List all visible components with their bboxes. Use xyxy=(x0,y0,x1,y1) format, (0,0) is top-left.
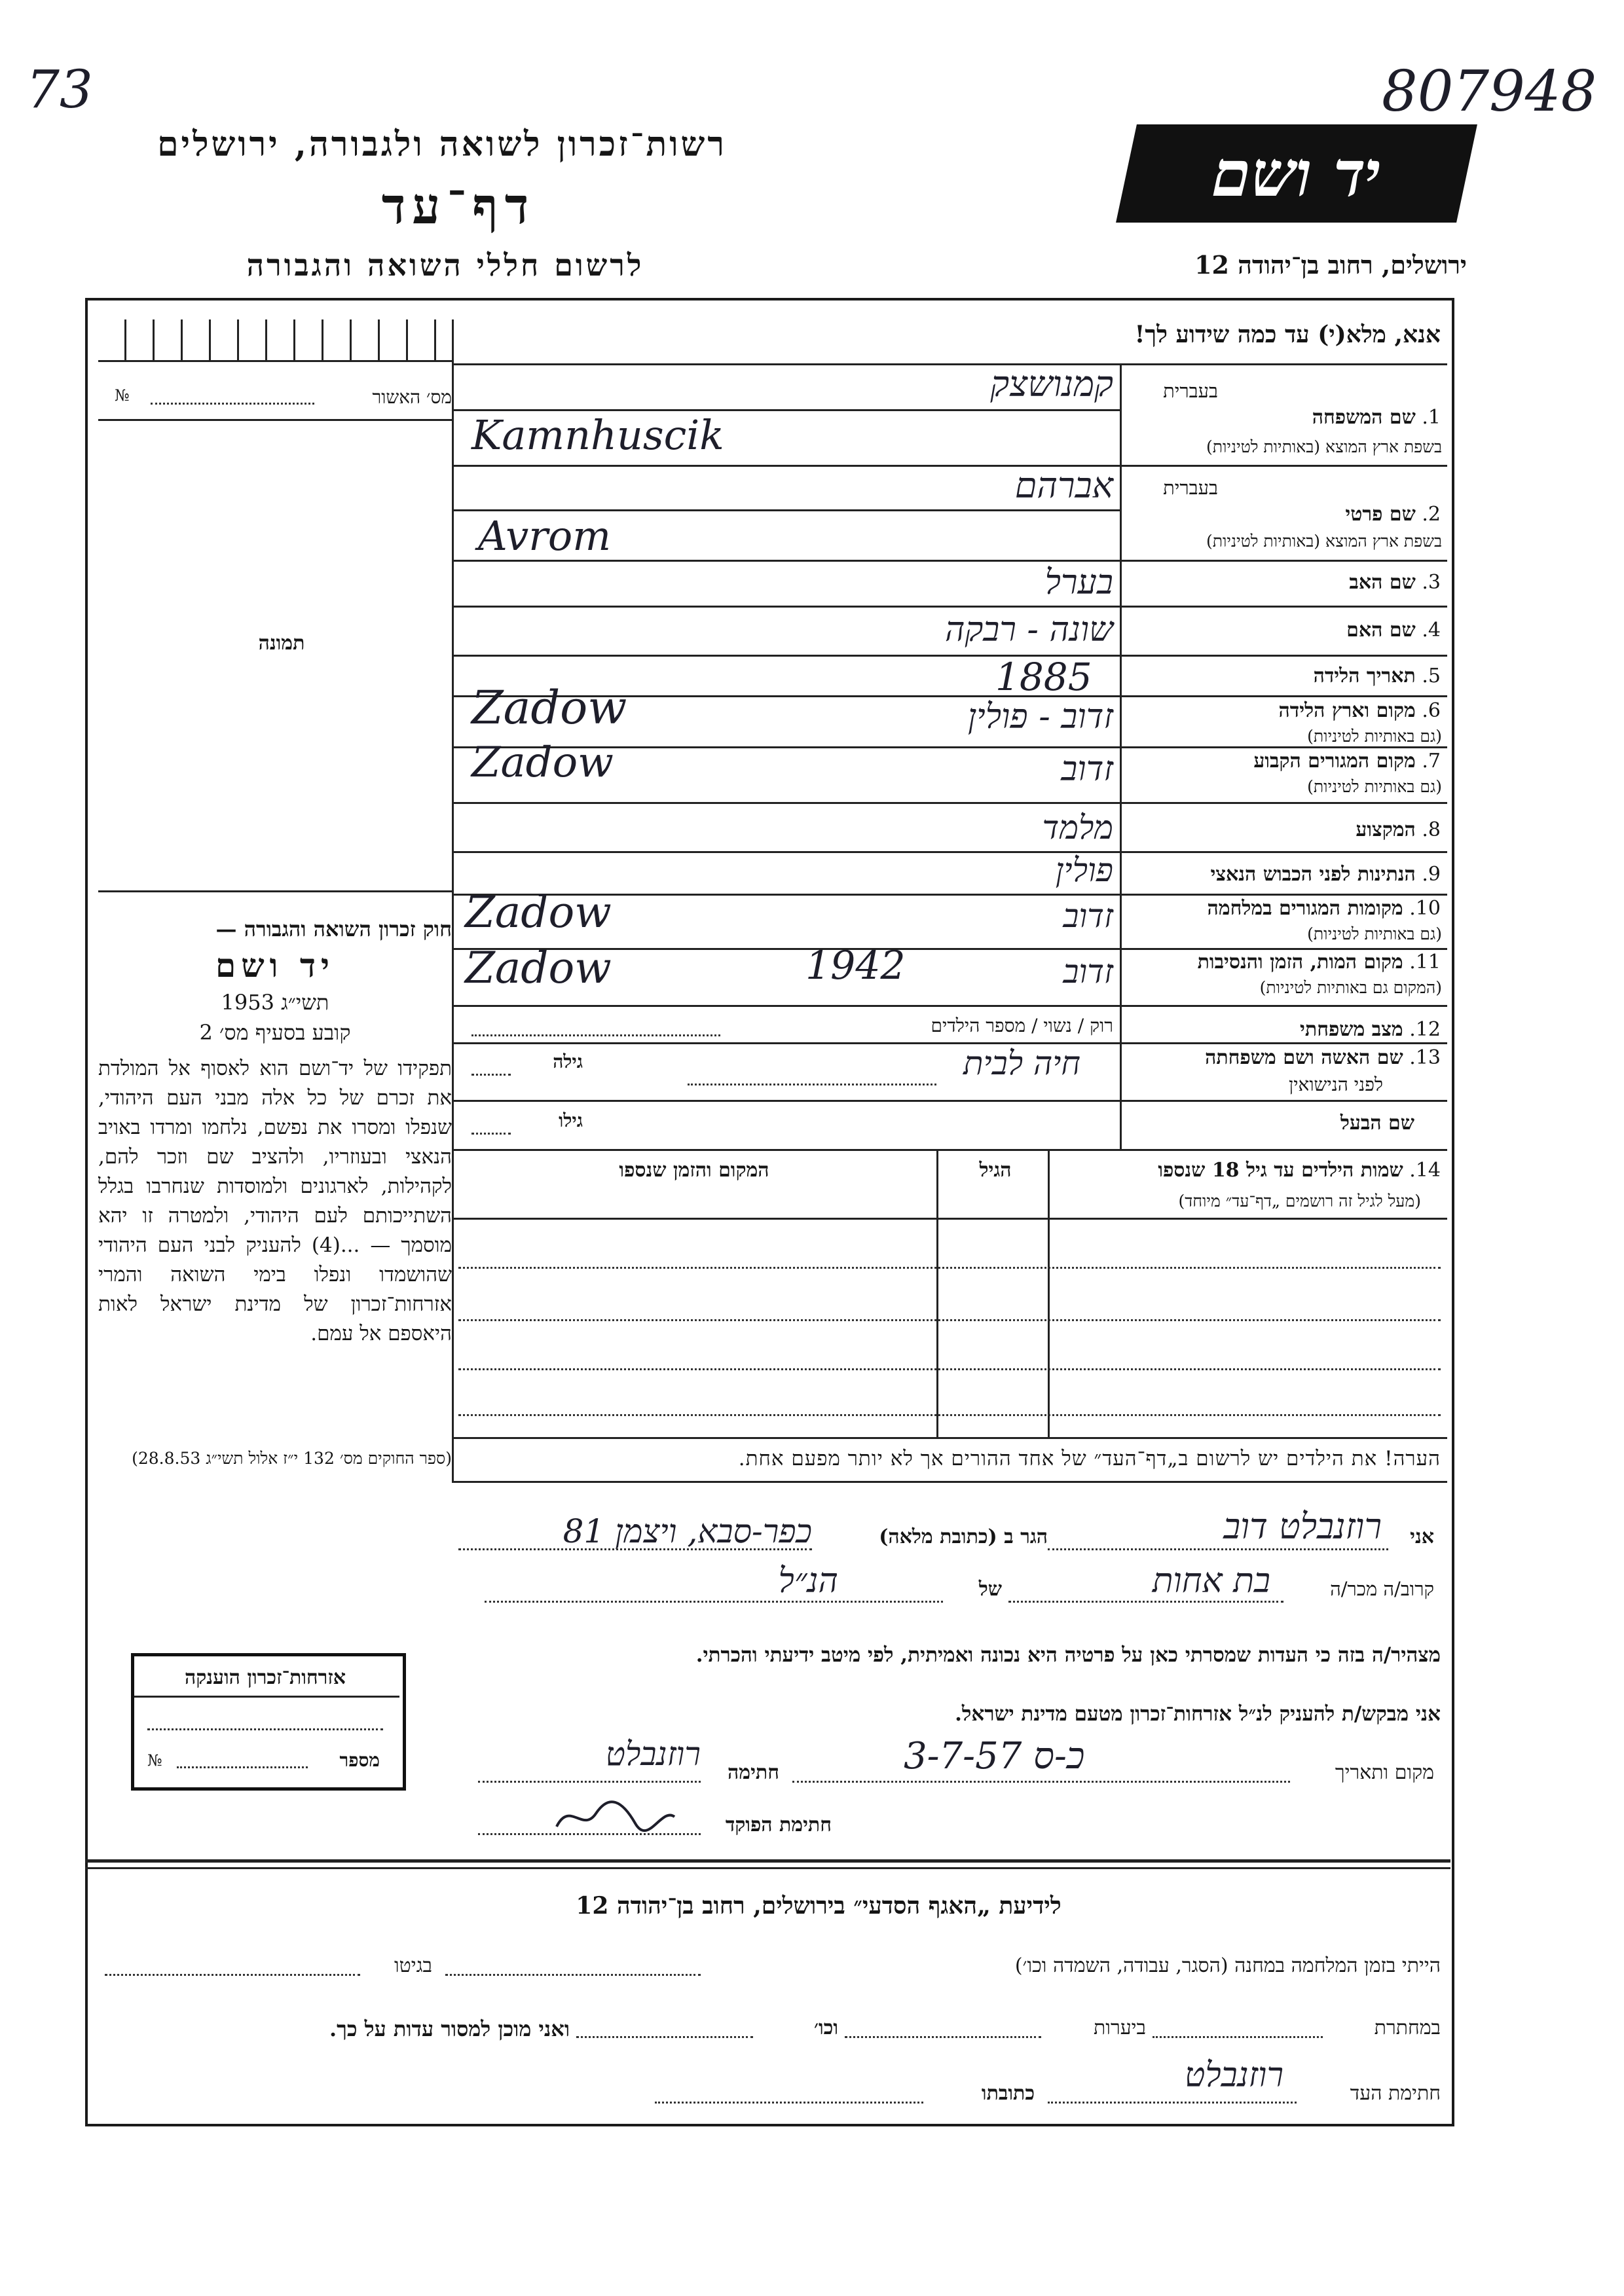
approval-number-sign: № xyxy=(115,386,130,405)
field-label: מקומות המגורים במלחמה xyxy=(1207,897,1403,920)
field-num: 3. xyxy=(1422,571,1441,594)
field-5-label xyxy=(1126,665,1441,687)
of-label: של xyxy=(978,1578,1002,1601)
field-7-bottom xyxy=(452,802,1447,804)
field-num: 2. xyxy=(1422,503,1441,526)
page-mark: 73 xyxy=(26,59,93,120)
field-num: 6. xyxy=(1422,699,1441,722)
form-title: דף־עד xyxy=(381,177,536,235)
field-7-label xyxy=(1126,750,1441,773)
field-3-hebrew-value[interactable]: בערל xyxy=(1044,563,1113,602)
footer-title: לידיעת „האגף הסדעי״ בירושלים, רחוב בן־יהודה 12 xyxy=(576,1892,1061,1920)
field-num: 12. xyxy=(1409,1018,1441,1041)
footer-address-label: כתובתו xyxy=(981,2082,1035,2105)
field-11-sub: (המקום גם באותיות לטיניות) xyxy=(1259,978,1442,997)
field-6-sub: (גם באותיות לטיניות) xyxy=(1307,727,1442,746)
law-title: חוק זכרון השואה והגבורה — xyxy=(215,917,452,941)
field-9-hebrew-value[interactable]: פולין xyxy=(1055,851,1113,889)
field-label: שם האם xyxy=(1346,619,1416,642)
children-header-bottom xyxy=(452,1218,1447,1220)
field-1-label xyxy=(1126,406,1441,429)
field-7-latin-value[interactable]: Zadow xyxy=(471,738,614,787)
field-label: שם האשה ושם משפחתה xyxy=(1205,1046,1403,1069)
field-label: תאריך הלידה xyxy=(1313,665,1416,687)
law-year: תשי״ג 1953 xyxy=(221,990,329,1015)
footer-separator-2 xyxy=(85,1867,1450,1869)
declarant-name-line xyxy=(1048,1548,1388,1550)
affirm-text: מצהיר/ה בזה כי העדות שמסרתי כאן על פרטיה היא נכונה ואמיתית, לפי מיטב ידיעתי והכרתי. xyxy=(695,1643,1441,1667)
field-6-latin-value[interactable]: Zadow xyxy=(471,681,627,735)
field-label: שם האב xyxy=(1349,571,1416,594)
footer-address-line[interactable] xyxy=(655,2102,923,2104)
of-line xyxy=(485,1601,943,1603)
husband-age-label: גילו xyxy=(559,1110,583,1131)
children-sub: (מעל לגיל זה רושמים „דף־עד״ מיוחד) xyxy=(1178,1192,1421,1211)
children-row-1[interactable] xyxy=(458,1267,1441,1269)
field-11-hebrew-value[interactable]: זדוב xyxy=(1063,953,1113,991)
field-label: הנתינות לפני הכבוש הנאצי xyxy=(1210,863,1416,886)
footer-witness-label: חתימת העד xyxy=(1350,2082,1441,2105)
footer-forests-blank[interactable] xyxy=(845,2036,1041,2038)
field-3-bottom xyxy=(452,606,1447,608)
official-label: חתימת הפוקד xyxy=(725,1813,832,1836)
field-11-latin-value[interactable]: Zadow xyxy=(465,943,612,993)
field-10-latin-value[interactable]: Zadow xyxy=(465,887,612,938)
field-2-mid-line xyxy=(452,509,1120,511)
field-num: 10. xyxy=(1409,897,1441,920)
field-2-sub: בשפת ארץ המוצא (באותיות לטיניות) xyxy=(1206,532,1442,551)
field-12-line xyxy=(471,1034,720,1036)
field-6-hebrew-value[interactable]: זדוב - פולין xyxy=(967,697,1113,737)
field-8-hebrew-value[interactable]: מלמד xyxy=(1042,809,1113,847)
wife-age-line[interactable] xyxy=(471,1074,511,1076)
declarant-address[interactable]: כפר-סבא, ויצמן 81 xyxy=(563,1512,812,1550)
children-bottom xyxy=(452,1437,1447,1439)
address-line xyxy=(458,1548,812,1550)
signature-value[interactable]: רוזנבלט xyxy=(605,1735,701,1773)
field-label: מקום המגורים הקבוע xyxy=(1253,750,1416,773)
field-num: 7. xyxy=(1422,750,1441,773)
of-value[interactable]: הנ״ל xyxy=(778,1561,838,1601)
archive-number: 807948 xyxy=(1382,59,1597,124)
citizenship-number-label: מספר xyxy=(339,1749,380,1771)
field-2-hebrew-value[interactable]: אברהם xyxy=(1014,465,1113,506)
footer-underground: במחתרת xyxy=(1374,2016,1441,2039)
law-source: (ספר החוקים מס׳ 132 י״ז אלול תשי״ג 28.8.53) xyxy=(132,1449,452,1468)
relation-value[interactable]: בת אחות xyxy=(1152,1561,1270,1601)
field-11-bottom xyxy=(452,1005,1447,1007)
approval-tick-strip xyxy=(98,319,452,362)
place-date-label: מקום ותאריך xyxy=(1335,1761,1434,1784)
field-7-hebrew-value[interactable]: זדוב xyxy=(1061,750,1113,789)
photo-bottom-divider xyxy=(98,890,452,892)
field-num: 4. xyxy=(1422,619,1441,642)
field-label: שם פרטי xyxy=(1345,503,1416,526)
children-note: הערה! את הילדים יש לרשום ב„דף־העד״ של אחד ההורים אך לא יותר מפעם אחת. xyxy=(738,1447,1441,1470)
citizenship-title: אזרחות־זכרון הוענקה xyxy=(184,1666,346,1689)
children-col-divider-1 xyxy=(1048,1149,1050,1437)
field-10-sub: (גם באותיות לטיניות) xyxy=(1307,924,1442,943)
field-label: מצב משפחתי xyxy=(1300,1018,1403,1041)
field-2-label xyxy=(1126,503,1441,526)
field-6-label xyxy=(1126,699,1441,722)
children-col-age: הגיל xyxy=(979,1159,1012,1182)
children-title: שמות הילדים עד גיל 18 שנספו xyxy=(1158,1159,1403,1182)
place-date-line xyxy=(792,1781,1290,1783)
field-8-label xyxy=(1126,818,1441,841)
field-4-label xyxy=(1126,619,1441,642)
footer-underground-blank[interactable] xyxy=(1153,2036,1323,2038)
field-num: 8. xyxy=(1422,818,1441,841)
footer-camp-blank[interactable] xyxy=(445,1974,701,1976)
footer-etc: וכו׳ xyxy=(814,2016,838,2039)
field-2-bottom xyxy=(452,560,1447,562)
approval-line[interactable] xyxy=(151,403,314,405)
citizenship-line-1[interactable] xyxy=(147,1728,383,1730)
field-7-sub: (גם באותיות לטיניות) xyxy=(1307,777,1442,796)
field-4-hebrew-value[interactable]: שונה - רבקה xyxy=(944,610,1113,649)
left-column-divider xyxy=(452,319,454,1482)
field-13-sub: לפני הנישואין xyxy=(1289,1074,1383,1095)
field-1-hebrew-value[interactable]: קמנושצק xyxy=(990,363,1113,405)
law-text: תפקידו של יד־ושם הוא לאסוף אל המולדת את זכרם של כל אלה מבני העם היהודי, שנפלו ומסרו את נפשם, נלחמו ומרדו באויב הנאצי ובעוזריו, ולהציב שם וזכר להם, לקהילות, לארגונים ולמוסדות שנחרבו בגלל השתייכותם לעם היהודי, ולמטרה זו יהא מוסמך — ...(4) להעניק לבני העם היהודי שהושמדו ונפלו בימי השואה והמרי אזרחות־זכרון של מדינת ישראל לאות היאספם אל עמם. xyxy=(98,1057,452,1345)
footer-forests: ביערות xyxy=(1093,2016,1146,2039)
field-num: 11. xyxy=(1409,951,1441,974)
instruction: אנא, מלא(י) עד כמה שידוע לך! xyxy=(1134,321,1441,348)
children-row-2[interactable] xyxy=(458,1319,1441,1321)
field-12-options[interactable]: רוק / נשוי / מספר הילדים xyxy=(931,1015,1113,1036)
law-name: יד ושם xyxy=(215,946,335,985)
field-num: 9. xyxy=(1422,863,1441,886)
field-num: 13. xyxy=(1409,1046,1441,1069)
field-10-label xyxy=(1126,897,1441,920)
field-num: 1. xyxy=(1422,406,1441,429)
field-2-latin-value[interactable]: Avrom xyxy=(478,512,612,560)
citizenship-title-line xyxy=(134,1696,399,1698)
citizenship-number-line[interactable] xyxy=(177,1766,308,1768)
children-row-4[interactable] xyxy=(458,1414,1441,1416)
request-text: אני מבקש/ת להעניק לנ״ל אזרחות־זכרון מטעם מדינת ישראל. xyxy=(955,1702,1441,1726)
relation-line xyxy=(1008,1601,1283,1603)
field-10-hebrew-value[interactable]: זדוב xyxy=(1063,897,1113,935)
husband-label: שם הבעל xyxy=(1340,1112,1414,1135)
declarant-name[interactable]: רוזנבלט דוב xyxy=(1223,1506,1382,1547)
field-label: מקום וארץ הלידה xyxy=(1278,699,1416,722)
field-1-latin-value[interactable]: Kamnhuscik xyxy=(471,411,724,459)
field-4-bottom xyxy=(452,655,1447,657)
footer-camp-line: הייתי בזמן המלחמה במחנה (הסגר, עבודה, השמדה וכו׳) xyxy=(1014,1954,1441,1977)
law-section: קובע בסעיף מס׳ 2 xyxy=(199,1020,351,1045)
hebrew-label-1: בעברית xyxy=(1163,380,1218,402)
field-5-value[interactable]: 1885 xyxy=(995,655,1092,699)
field-12-label xyxy=(1126,1018,1441,1041)
children-col-place: המקום והזמן שנספו xyxy=(619,1159,769,1182)
husband-bottom xyxy=(452,1149,1447,1151)
authority-title: רשות־זכרון לשואה ולגבורה, ירושלים xyxy=(157,124,727,164)
field-label: המקצוע xyxy=(1356,818,1416,841)
field-label: מקום המות, הזמן והנסיבות xyxy=(1197,951,1403,974)
signature-line xyxy=(478,1781,701,1783)
field-1-sub: בשפת ארץ המוצא (באותיות לטיניות) xyxy=(1206,437,1442,456)
official-line xyxy=(478,1833,701,1835)
footer-witness-value[interactable]: רוזנבלט xyxy=(1184,2056,1283,2095)
label-column-divider xyxy=(1120,363,1122,1149)
field-label: שם המשפחה xyxy=(1312,406,1416,429)
form-subtitle: לרשום חללי השואה והגבורה xyxy=(246,247,644,283)
citizenship-number-sign: № xyxy=(147,1751,162,1770)
footer-etc-blank[interactable] xyxy=(576,2036,753,2038)
approval-label: מס׳ האשור xyxy=(372,386,452,408)
field-9-label xyxy=(1126,863,1441,886)
declarant-i: אני xyxy=(1410,1525,1434,1548)
wife-age-label: גילה xyxy=(553,1051,583,1072)
footer-separator-1 xyxy=(85,1859,1450,1863)
signature-label: חתימה xyxy=(728,1761,779,1784)
hebrew-label-2: בעברית xyxy=(1163,477,1218,499)
children-row-3[interactable] xyxy=(458,1368,1441,1370)
husband-age-line[interactable] xyxy=(471,1133,511,1135)
field-13-value[interactable]: חיה לבית xyxy=(963,1044,1080,1082)
field-3-label xyxy=(1126,571,1441,594)
photo-label: תמונה xyxy=(258,632,305,655)
address: ירושלים, רחוב בן־יהודה 12 xyxy=(1194,250,1467,280)
footer-ready: ואני מוכן למסור עדות על כך. xyxy=(329,2016,570,2041)
approval-divider xyxy=(98,419,452,421)
note-bottom xyxy=(452,1481,1447,1483)
field-num: 5. xyxy=(1422,665,1441,687)
footer-witness-line xyxy=(1048,2102,1297,2104)
footer-ghetto-blank[interactable] xyxy=(105,1974,360,1976)
place-date-value[interactable]: כ-ס 3-7-57 xyxy=(904,1735,1085,1777)
field-13-bottom xyxy=(452,1100,1447,1102)
footer-ghetto: בגיטו xyxy=(394,1954,432,1977)
children-col-divider-2 xyxy=(936,1149,938,1437)
children-label xyxy=(1054,1159,1441,1182)
field-11-label xyxy=(1126,951,1441,974)
field-13-line xyxy=(688,1084,936,1085)
logo-text: יד ושם xyxy=(1204,136,1389,211)
relative-label: קרוב/ה מכר/ה xyxy=(1330,1578,1434,1600)
field-num: 14. xyxy=(1409,1159,1441,1182)
field-13-label xyxy=(1126,1046,1441,1069)
yad-vashem-logo xyxy=(1116,124,1477,223)
resides-label: הגר ב (כתובת מלאה) xyxy=(879,1525,1048,1548)
field-11-year[interactable]: 1942 xyxy=(805,943,906,989)
